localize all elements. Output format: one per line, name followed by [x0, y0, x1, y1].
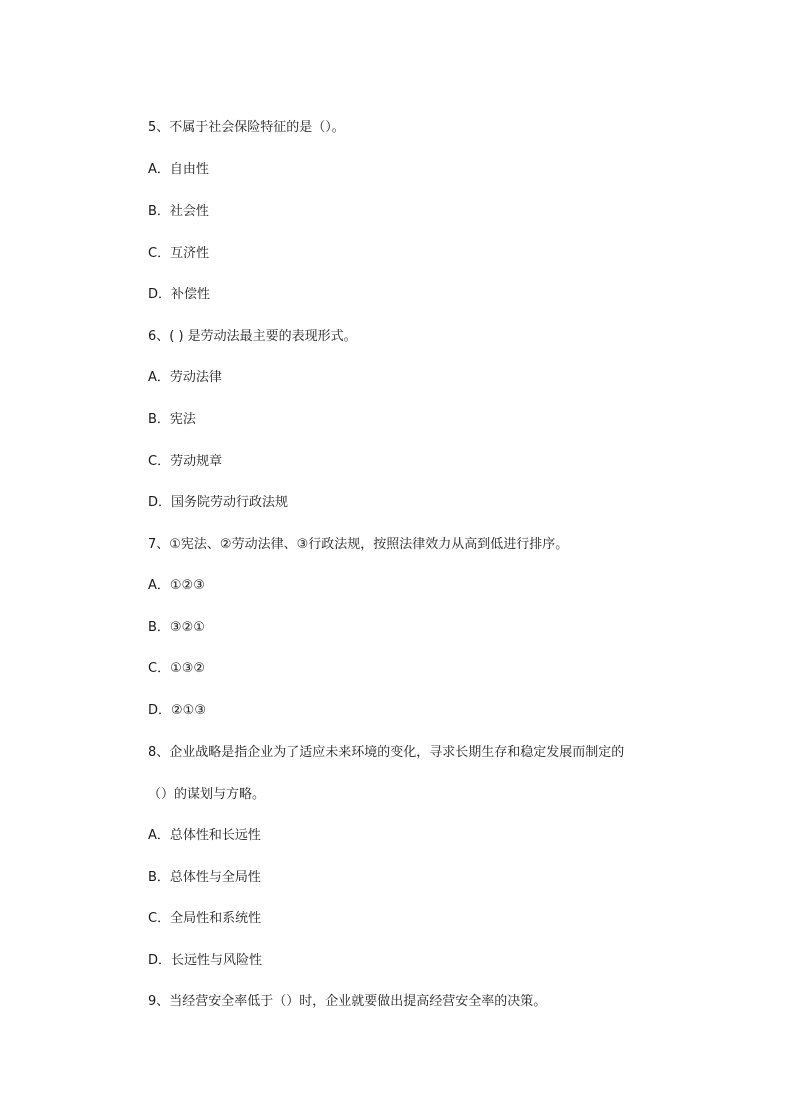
question-5-option-d: D．补偿性	[148, 287, 211, 302]
question-8-continuation: （）的谋划与方略。	[148, 787, 266, 802]
question-6: 6、( ) 是劳动法最主要的表现形式。	[148, 329, 357, 344]
question-8-option-c: C．全局性和系统性	[148, 911, 262, 926]
question-7-option-a: A．①②③	[148, 578, 205, 593]
question-9: 9、当经营安全率低于（）时，企业就要做出提高经营安全率的决策。	[148, 994, 547, 1009]
question-6-option-c: C．劳动规章	[148, 454, 223, 469]
question-6-option-d: D．国务院劳动行政法规	[148, 495, 289, 510]
question-8: 8、企业战略是指企业为了适应未来环境的变化，寻求长期生存和稳定发展而制定的	[148, 745, 625, 760]
question-7-option-c: C．①③②	[148, 661, 206, 676]
question-8-option-a: A．总体性和长远性	[148, 828, 261, 843]
question-5-option-c: C．互济性	[148, 246, 210, 261]
question-5: 5、不属于社会保险特征的是（）。	[148, 120, 345, 135]
question-6-option-a: A．劳动法律	[148, 370, 222, 385]
question-7: 7、①宪法、②劳动法律、③行政法规，按照法律效力从高到低进行排序。	[148, 537, 569, 552]
question-5-option-b: B．社会性	[148, 204, 209, 219]
question-6-option-b: B．宪法	[148, 412, 196, 427]
question-8-option-d: D．长远性与风险性	[148, 953, 263, 968]
question-5-option-a: A．自由性	[148, 162, 209, 177]
question-7-option-b: B．③②①	[148, 620, 205, 635]
question-8-option-b: B．总体性与全局性	[148, 870, 261, 885]
question-7-option-d: D．②①③	[148, 703, 206, 718]
